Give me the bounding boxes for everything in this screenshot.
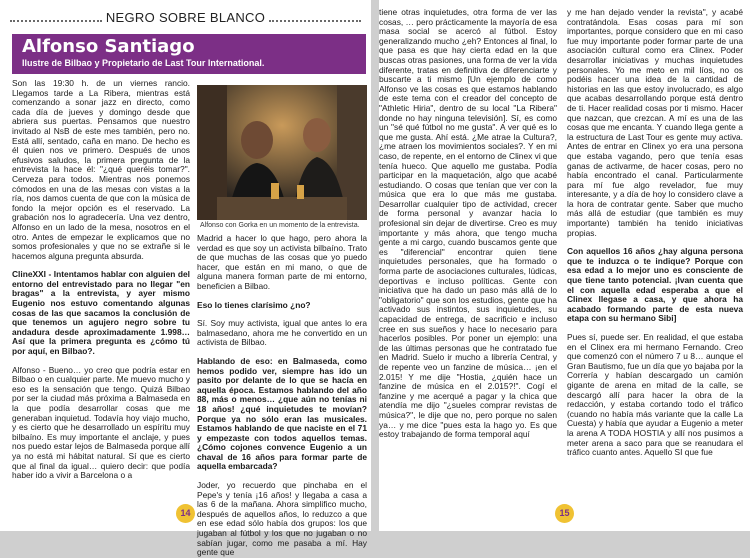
paragraph: Joder, yo recuerdo que pinchaba en el Pepe's y tenía ¡16 años! y llegaba a casa a las 6 de la mañana. Ahora simplifico mucho, después de aquellos años, lo reduzco a que en ese edad sólo había dos grupos: los que jugaban al fútbol y los que no jugaban o no sabían jugar, como me pasaba a mí. Hay gente que <box>197 480 367 558</box>
paragraph: Pues sí, puede ser. En realidad, el que estaba en el Clinex era mi hermano Fernando. Creo que comenzó con el número 7 u 8… aunque el Gran Bautismo, fue un día que yo bajaba por la Correría y habían descargado un camión gigante de arena en mitad de la calle, se descargó allí para hacer la obra de la redacción, y estaba cortando todo el tráfico (cuando no había más variante que la calle La Cuesta) y había que ayudar a Eugenio a meter la arena A TODA HOSTIA y allí nos pusimos a meter arena a saco para que se reanudara el tráfico cuanto antes. Aquello SI que fue <box>567 332 743 458</box>
left-page <box>0 0 371 558</box>
section-header <box>10 9 361 25</box>
page-number-left: 14 <box>176 504 195 523</box>
interview-photo <box>197 85 367 220</box>
right-page <box>379 0 750 531</box>
photo-caption: Alfonso con Gorka en un momento de la entrevista. <box>200 222 360 229</box>
page-number-right: 15 <box>555 504 574 523</box>
photo-illustration <box>197 85 367 220</box>
page-title: Alfonso Santiago <box>22 36 195 57</box>
interview-question: ClineXXI - Intentamos hablar con alguien del entorno del entrevistado para no llegar "en bragas" a la entrevista, y ayer mismo Eugenio nos estuvo comentando algunas cosas de las que sacamos la conclusión de que tenemos un agujero negro sobre tu andadura desde aproximadamente 1.998… Así que la primera pregunta es ¿cómo tú por aquí, en Bilbao?. <box>12 269 190 357</box>
right-column-2 <box>567 8 743 520</box>
paragraph: Madrid a hacer lo que hago, pero ahora la verdad es que soy un activista bilbaíno. Trato de que muchas de las cosas que yo puedo hacer, que están en mi mano, o que de alguna manera forman parte de mi entorno, beneficien a Bilbao. <box>197 233 367 291</box>
interview-question: Con aquellos 16 años ¿hay alguna persona que te induzca o te indique? Porque con esa edad a lo mejor uno es consciente de que tiene tanto potencial. ¡Ivan cuenta que el con aquella edad esperaba a que el Clinex llegase a casa, y que ahora ha acabado formando parte de esta nueva etapa con su hermano Sibi] <box>567 246 743 324</box>
header-dots-left <box>10 13 102 22</box>
right-column-1 <box>379 8 557 520</box>
page-subtitle: Ilustre de Bilbao y Propietario de Last Tour International. <box>22 58 265 68</box>
paragraph: y me han dejado vender la revista", y acabé contratándola. Esas cosas para mí son importantes, porque considero que en mi caso fue muy importante poder formar parte de una asociación cultural como era Clinex. Poder desarrollar iniciativas y muchas inquietudes personales. Yo me meto en mil líos, no os podéis hacer una idea de la cantidad de historias en las que estoy involucrado, es algo que acabas desarrollando porque está dentro de ti. Hacer realidad cosas por ti mismo. Hacer que nazcan, que crezcan. A mí es una de las cosas que me encanta. Y cuando llega gente a la estructura de Last Tour es gente muy activa. Antes de entrar en Clinex yo era una persona que estaba vagando, pero que tenía esas ganas de activarme, de hacer cosas, pero no había encontrado el canal. Particularmente para mí fue algo revelador, fue muy interesante, y a día de hoy lo considero clave a la hora de contratar gente. Saber que mucho más allá de estudiar (que también es muy importante) también ha tenido iniciativas propias. <box>567 7 743 238</box>
paragraph: Alfonso - Bueno… yo creo que podría estar en Bilbao o en cualquier parte. Me muevo mucho y eso es la sensación que tengo. Quizá Bilbao por ser la ciudad más próxima a Balmaseda en la que podía desarrollar cosas que me generaban inquietud. Todavía hoy viajo mucho, y es cierto que he desarrollado un espíritu muy bilbaíno. Es muy importante el anclaje, y pues nos puedo estar lejos de Balmaseda porque allí ya no está mi hábitat natural. Sí que es cierto que al final da igual… quiero decir: que podía haber ido a vivir a Barcelona o a <box>12 364 190 481</box>
paragraph: tiene otras inquietudes, otra forma de ver las cosas, … pero prácticamente la mayoría de esa masa social se acercó al fútbol. Estoy generalizando mucho ¿eh? Entonces al final, lo que pasa es que hay cierta edad en la que buscas otras pasiones, una forma de ver la vida diferente, tratas en definitiva de diferenciarte y buscarte a ti mismo [Un ejemplo de como Alfonso ve las cosas es que estamos hablando de este tema con el creador del concepto de "Athletic Hiria", dentro de su local "La Ribera" donde no hay ninguna televisión]. Sí, es como un "sé qué fútbol no me gusta". A ver qué es lo que me gusta. Ahí está. ¿Me atrae la Cultura?, ¿me atraen los movimientos sociales?. Y en mi caso, de repente, en el entorno de Clinex vi que tenía hueco. Que aquello me gustaba. Podía participar en la maquetación, algo que acabé estudiando. O cosas que tenían que ver con la música que era lo que más me gustaba. Desarrollar cualquier tipo de actividad, crecer de forma personal y avanzar hacia lo profesional sin dejar de divertirse. Creo es muy importante y más ahora, que tengo mucha gente a mi cargo, cuando buscamos gente que es "diferencial" encontrar quien tiene inquietudes personales, que ha formado o forma parte de asociaciones culturales, lúdicas, deportivas e incluso políticas. Gente con iniciativa que ha dado un paso más allá de lo "obligatorio" que son los estudios, gente que ha activado sus instintos, sus inquietudes, su capacidad de entrega, de sacrificio e incluso cree en sus sueños y hace lo necesario para hacerlos posibles. Por poner un ejemplo: una de las últimas personas que he contratado fue en Madrid. Suelo ir mucho a librería Central, y de repente veo un fanzine de música… ¡en el 2.015! Y me dije "Hostia, ¿quién hace un fanzine de música en el 2.015?!". Cogí el fanzine y me acerqué a pagar y la chica que atendía me dijo "¿sueles comprar revistas de música?", le dije que no, pero porque no salen ya… y me dice "pues esta la hago yo. Es que estoy trabajando de forma temporal aquí <box>379 7 557 440</box>
left-column-1 <box>12 79 190 519</box>
title-banner <box>12 34 366 74</box>
header-dots-right <box>269 13 361 22</box>
paragraph: Sí. Soy muy activista, igual que antes lo era balmasedano, ahora me he convertido en un activista de Bilbao. <box>197 318 367 348</box>
interview-question: Hablando de eso: en Balmaseda, como hemos podido ver, siempre has ido un pasito por delante de lo que se hacía en aquella época. Estamos hablando del año 88, más o menos… ¿que aún no tenías ni 18 años! ¿qué inquietudes te movían? Porque ya no sólo eran las musicales. Estamos hablando de que naciste en el 71 y empezaste con todos aquellos temas. ¿Cómo cojones convence Eugenio a un chaval de 16 años para formar parte de aquella embarcada? <box>197 355 367 472</box>
section-title: NEGRO SOBRE BLANCO <box>105 9 266 25</box>
interview-question: Eso lo tienes clarísimo ¿no? <box>197 299 311 310</box>
paragraph: Son las 19:30 h. de un viernes rancio. Llegamos tarde a La Ribera, mientras está comenzando a sonar jazz en directo, como cada día de jueves y domingo desde que abriera sus puertas. Pensamos que nuestro invitado al NsB de este mes también, pero no. Está allí, sentado, caña en mano. De hecho es él quien nos ve primero. Después de unos efusivos saludos, la primera pregunta de la entrevista la hace él: "¿qué queréis tomar?". Cerveza para todos. Mientras nos ponemos cómodos en una de las mesas con vistas a la ría, nos damos cuenta de que con la música de fondo la mejor opción es el reservado. La grabación nos lo agradecería. Una vez dentro, Alfonso en un lado de la mesa, nosotros en el otro. Antes de empezar le explicamos que no somos profesionales y que no se extrañe si le hacemos alguna pregunta absurda. <box>12 78 190 261</box>
left-column-2 <box>197 233 367 558</box>
